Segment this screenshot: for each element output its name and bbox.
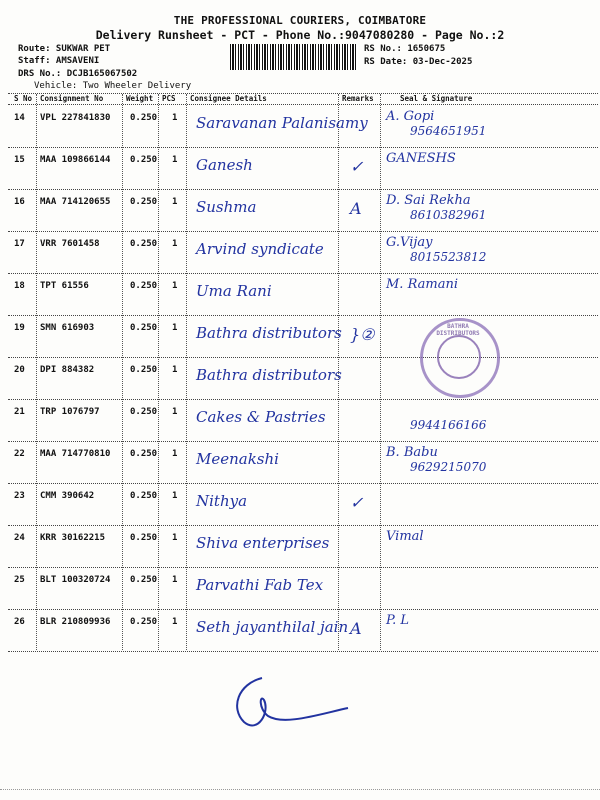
route-label: Route: SUKWAR PET [18,44,111,54]
barcode [230,44,358,70]
row-pcs: 1 [172,239,178,249]
row-phone-handwritten: 9564651951 [410,124,487,138]
table-row [0,525,600,567]
row-remark-handwritten: ✓ [350,157,364,176]
row-consignment: TPT 61556 [40,281,89,291]
row-sno: 20 [14,365,25,375]
row-consignment: VPL 227841830 [40,113,111,123]
row-signature-handwritten: GANESHS [386,151,456,166]
row-consignment: VRR 7601458 [40,239,100,249]
row-consignee-handwritten: Saravanan Palanisamy [196,114,368,132]
row-pcs: 1 [172,533,178,543]
row-weight: 0.250 [130,239,158,249]
row-consignee-handwritten: Arvind syndicate [196,240,324,258]
col-sno: S No [14,94,33,103]
row-sno: 17 [14,239,25,249]
vehicle-label: Vehicle: Two Wheeler Delivery [34,81,192,91]
row-weight: 0.250 [130,155,158,165]
row-sno: 19 [14,323,25,333]
row-sno: 16 [14,197,25,207]
row-consignment: BLT 100320724 [40,575,111,585]
row-consignment: MAA 109866144 [40,155,111,165]
col-pcs: PCS [162,94,176,103]
row-pcs: 1 [172,575,178,585]
row-pcs: 1 [172,365,178,375]
col-seal: Seal & Signature [400,94,473,103]
table-row [0,483,600,525]
row-signature-handwritten: D. Sai Rekha [386,193,471,208]
row-remark-handwritten: A [350,619,362,638]
row-weight: 0.250 [130,197,158,207]
row-sno: 14 [14,113,25,123]
row-remark-handwritten: }② [350,325,375,344]
row-pcs: 1 [172,491,178,501]
row-remark-handwritten: ✓ [350,493,364,512]
row-sno: 25 [14,575,25,585]
stamp-text: BATHRA DISTRIBUTORS [436,323,480,337]
rs-number: RS No.: 1650675 [364,44,446,54]
row-phone-handwritten: 8015523812 [410,250,487,264]
rs-date: RS Date: 03-Dec-2025 [364,57,473,67]
row-consignment: MAA 714120655 [40,197,111,207]
table-row [0,273,600,315]
row-pcs: 1 [172,281,178,291]
row-consignee-handwritten: Bathra distributors [196,324,342,342]
distributor-stamp [420,318,500,398]
row-weight: 0.250 [130,323,158,333]
row-consignee-handwritten: Sushma [196,198,257,216]
page-subtitle: Delivery Runsheet - PCT - Phone No.:9047080280 - Page No.:2 [95,28,505,42]
row-consignment: KRR 30162215 [40,533,106,543]
table-row [0,189,600,231]
row-weight: 0.250 [130,407,158,417]
row-consignee-handwritten: Shiva enterprises [196,534,330,552]
row-consignment: SMN 616903 [40,323,95,333]
row-signature-handwritten: M. Ramani [386,277,459,292]
final-signature [224,668,354,738]
col-consignment: Consignment No [40,94,104,103]
row-remark-handwritten: A [350,199,362,218]
row-signature-handwritten: B. Babu [386,445,438,460]
row-consignment: BLR 210809936 [40,617,111,627]
table-row [0,441,600,483]
row-pcs: 1 [172,323,178,333]
row-signature-handwritten: G.Vijay [386,235,433,250]
table-row [0,105,600,147]
row-signature-handwritten: Vimal [386,529,424,544]
row-weight: 0.250 [130,365,158,375]
row-consignee-handwritten: Uma Rani [196,282,272,300]
row-consignee-handwritten: Nithya [196,492,248,510]
row-sno: 22 [14,449,25,459]
table-row [0,315,600,357]
row-pcs: 1 [172,407,178,417]
row-consignee-handwritten: Cakes & Pastries [196,408,326,426]
row-weight: 0.250 [130,575,158,585]
row-weight: 0.250 [130,113,158,123]
row-consignment: MAA 714770810 [40,449,111,459]
row-weight: 0.250 [130,533,158,543]
row-consignment: TRP 1076797 [40,407,100,417]
row-weight: 0.250 [130,491,158,501]
row-consignment: DPI 884382 [40,365,95,375]
row-sno: 18 [14,281,25,291]
row-sno: 23 [14,491,25,501]
table-row [0,609,600,651]
row-consignee-handwritten: Seth jayanthilal jain [196,618,349,636]
table-row [0,357,600,399]
row-sno: 21 [14,407,25,417]
row-consignee-handwritten: Meenakshi [196,450,279,468]
col-consignee: Consignee Details [190,94,267,103]
page-title: THE PROFESSIONAL COURIERS, COIMBATORE [173,14,427,27]
row-signature-handwritten: A. Gopi [386,109,435,124]
row-phone-handwritten: 9944166166 [410,418,487,432]
row-phone-handwritten: 9629215070 [410,460,487,474]
row-pcs: 1 [172,449,178,459]
stamp-inner-ring [437,335,481,379]
drs-label: DRS No.: DCJB165067502 [18,69,138,79]
row-sno: 15 [14,155,25,165]
row-pcs: 1 [172,155,178,165]
table-row [0,567,600,609]
table-row [0,147,600,189]
row-consignment: CMM 390642 [40,491,95,501]
col-remarks: Remarks [342,94,374,103]
row-consignee-handwritten: Bathra distributors [196,366,342,384]
table-row [0,231,600,273]
row-signature-handwritten: P. L [386,613,410,628]
page-edge [0,789,600,800]
row-sno: 26 [14,617,25,627]
col-weight: Weight [126,94,154,103]
row-sno: 24 [14,533,25,543]
row-weight: 0.250 [130,617,158,627]
row-consignee-handwritten: Parvathi Fab Tex [196,576,324,594]
row-weight: 0.250 [130,281,158,291]
staff-label: Staff: AMSAVENI [18,56,100,66]
row-phone-handwritten: 8610382961 [410,208,487,222]
row-consignee-handwritten: Ganesh [196,156,253,174]
row-pcs: 1 [172,617,178,627]
row-pcs: 1 [172,113,178,123]
row-pcs: 1 [172,197,178,207]
table-row [0,399,600,441]
row-weight: 0.250 [130,449,158,459]
